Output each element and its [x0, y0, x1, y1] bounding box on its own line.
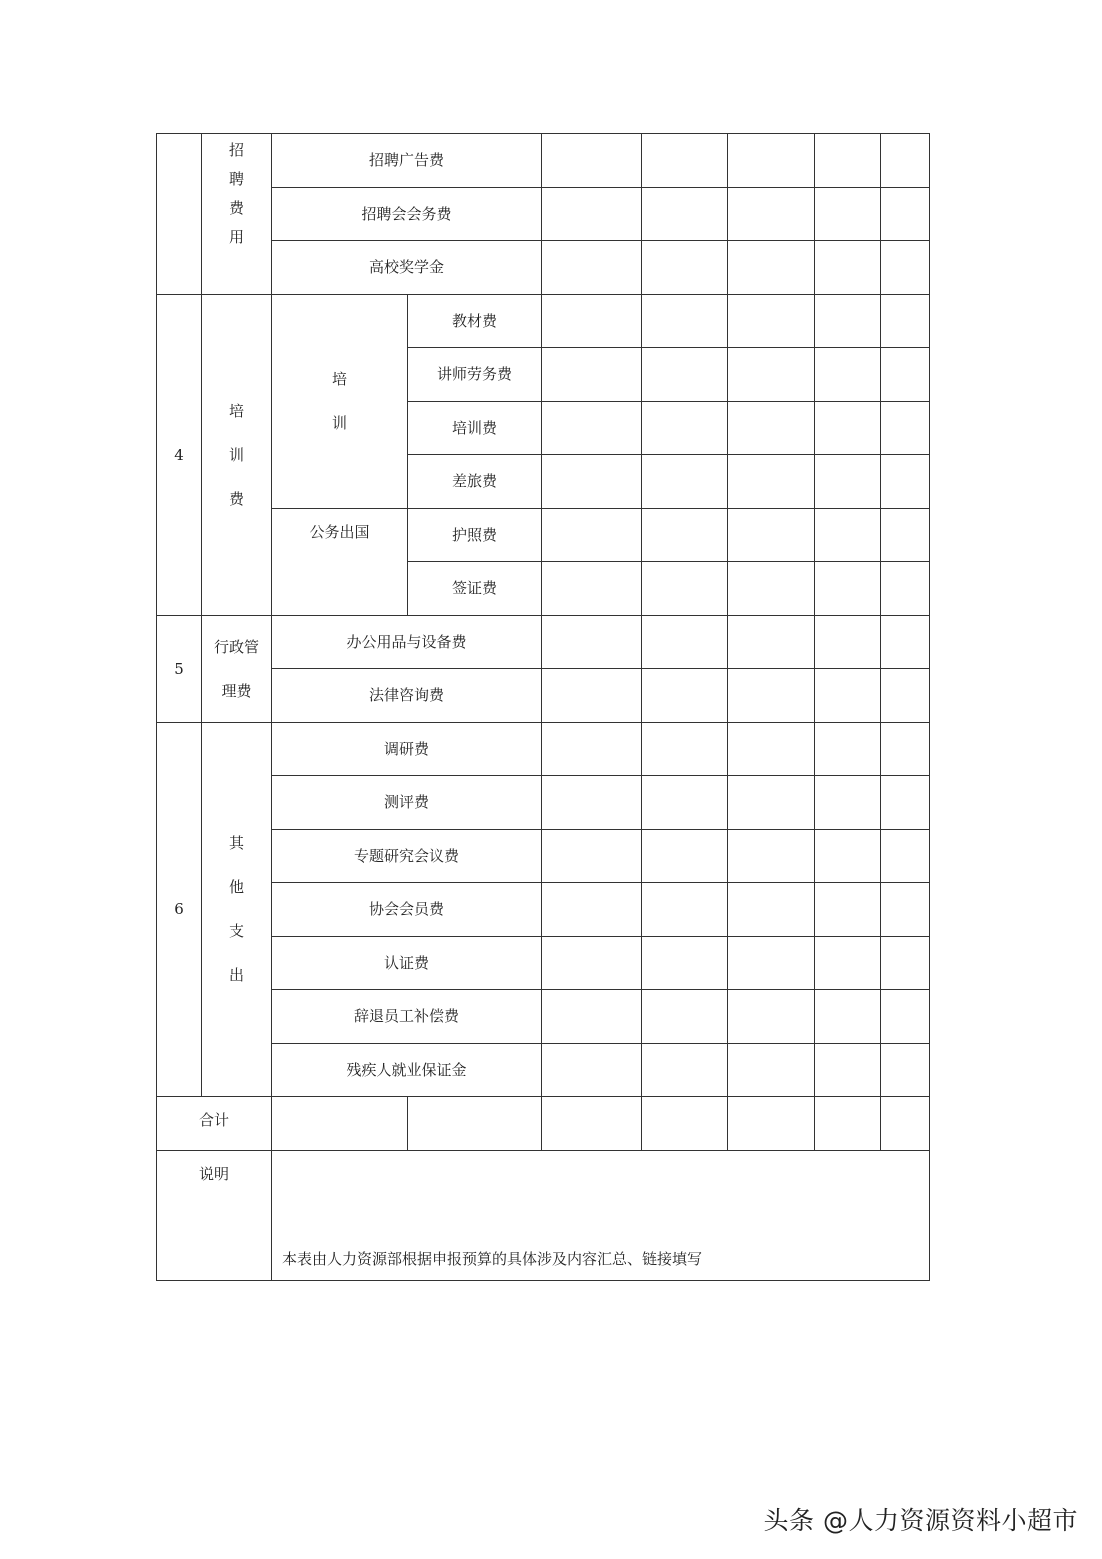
value-cell[interactable]	[881, 562, 930, 616]
value-cell[interactable]	[642, 936, 728, 990]
value-cell[interactable]	[728, 187, 815, 241]
value-cell[interactable]	[815, 294, 881, 348]
item-label: 招聘会会务费	[272, 187, 542, 241]
value-cell[interactable]	[542, 883, 642, 937]
value-cell[interactable]	[881, 776, 930, 830]
table-row	[157, 615, 930, 669]
value-cell[interactable]	[881, 455, 930, 509]
item-label: 护照费	[408, 508, 542, 562]
value-cell[interactable]	[815, 455, 881, 509]
category-training: 培 训 费	[202, 294, 272, 615]
value-cell[interactable]	[815, 241, 881, 295]
note-text: 本表由人力资源部根据申报预算的具体涉及内容汇总、链接填写	[282, 1249, 703, 1268]
value-cell[interactable]	[881, 1043, 930, 1097]
value-cell[interactable]	[642, 883, 728, 937]
row-number-cell: 6	[157, 722, 202, 1097]
value-cell[interactable]	[881, 401, 930, 455]
item-label: 调研费	[272, 722, 542, 776]
item-label: 教材费	[408, 294, 542, 348]
subcategory-training: 培 训	[272, 294, 408, 508]
value-cell[interactable]	[815, 187, 881, 241]
value-cell[interactable]	[642, 776, 728, 830]
note-label: 说明	[157, 1150, 272, 1280]
value-cell[interactable]	[815, 508, 881, 562]
value-cell[interactable]	[728, 722, 815, 776]
total-row	[157, 1097, 930, 1151]
value-cell[interactable]	[542, 990, 642, 1044]
value-cell[interactable]	[728, 829, 815, 883]
value-cell[interactable]	[815, 722, 881, 776]
table-row	[157, 776, 930, 830]
value-cell[interactable]	[542, 134, 642, 188]
value-cell[interactable]	[642, 669, 728, 723]
value-cell[interactable]	[728, 562, 815, 616]
value-cell[interactable]	[542, 294, 642, 348]
value-cell[interactable]	[881, 187, 930, 241]
table-row	[157, 1043, 930, 1097]
value-cell[interactable]	[542, 829, 642, 883]
value-cell[interactable]	[881, 294, 930, 348]
value-cell[interactable]	[728, 1043, 815, 1097]
value-cell[interactable]	[881, 883, 930, 937]
table-row	[157, 936, 930, 990]
value-cell[interactable]	[642, 1097, 728, 1151]
value-cell[interactable]	[642, 562, 728, 616]
value-cell[interactable]	[542, 348, 642, 402]
value-cell[interactable]	[542, 508, 642, 562]
item-label: 差旅费	[408, 455, 542, 509]
value-cell[interactable]	[815, 1043, 881, 1097]
category-other: 其 他 支 出	[202, 722, 272, 1097]
item-label: 法律咨询费	[272, 669, 542, 723]
value-cell[interactable]	[815, 562, 881, 616]
row-number-cell	[157, 134, 202, 295]
table-row	[157, 883, 930, 937]
value-cell[interactable]	[642, 455, 728, 509]
item-label: 协会会员费	[272, 883, 542, 937]
value-cell[interactable]	[815, 669, 881, 723]
value-cell[interactable]	[542, 562, 642, 616]
table-row	[157, 990, 930, 1044]
value-cell[interactable]	[815, 348, 881, 402]
value-cell[interactable]	[542, 187, 642, 241]
value-cell[interactable]	[542, 1097, 642, 1151]
category-admin: 行政管 理费	[202, 615, 272, 722]
value-cell[interactable]	[728, 455, 815, 509]
value-cell[interactable]	[728, 401, 815, 455]
value-cell[interactable]	[542, 401, 642, 455]
table-row	[157, 669, 930, 723]
value-cell[interactable]	[881, 348, 930, 402]
item-label: 讲师劳务费	[408, 348, 542, 402]
value-cell[interactable]	[642, 241, 728, 295]
value-cell[interactable]	[815, 829, 881, 883]
item-label: 培训费	[408, 401, 542, 455]
value-cell[interactable]	[642, 1043, 728, 1097]
value-cell[interactable]	[728, 615, 815, 669]
item-label: 招聘广告费	[272, 134, 542, 188]
value-cell[interactable]	[881, 1097, 930, 1151]
value-cell[interactable]	[642, 829, 728, 883]
value-cell[interactable]	[881, 669, 930, 723]
value-cell[interactable]	[642, 401, 728, 455]
value-cell[interactable]	[642, 134, 728, 188]
value-cell[interactable]	[728, 294, 815, 348]
value-cell[interactable]	[728, 883, 815, 937]
row-number-cell: 5	[157, 615, 202, 722]
value-cell[interactable]	[815, 990, 881, 1044]
value-cell[interactable]	[815, 936, 881, 990]
budget-table	[156, 133, 930, 1281]
value-cell[interactable]	[728, 936, 815, 990]
note-cell	[272, 1150, 930, 1280]
value-cell[interactable]	[881, 508, 930, 562]
value-cell[interactable]	[881, 722, 930, 776]
value-cell[interactable]	[272, 1097, 408, 1151]
value-cell[interactable]	[815, 401, 881, 455]
table-row	[157, 187, 930, 241]
value-cell[interactable]	[642, 294, 728, 348]
value-cell[interactable]	[542, 455, 642, 509]
item-label: 高校奖学金	[272, 241, 542, 295]
value-cell[interactable]	[542, 776, 642, 830]
table-row	[157, 722, 930, 776]
item-label: 测评费	[272, 776, 542, 830]
value-cell[interactable]	[881, 936, 930, 990]
subcategory-overseas: 公务出国	[272, 508, 408, 615]
value-cell[interactable]	[542, 936, 642, 990]
table-row	[157, 241, 930, 295]
table-row	[157, 508, 930, 562]
item-label: 办公用品与设备费	[272, 615, 542, 669]
value-cell[interactable]	[728, 669, 815, 723]
value-cell[interactable]	[815, 883, 881, 937]
value-cell[interactable]	[881, 241, 930, 295]
item-label: 签证费	[408, 562, 542, 616]
value-cell[interactable]	[815, 134, 881, 188]
table-row	[157, 294, 930, 348]
value-cell[interactable]	[815, 776, 881, 830]
value-cell[interactable]	[642, 508, 728, 562]
value-cell[interactable]	[642, 615, 728, 669]
value-cell[interactable]	[881, 134, 930, 188]
value-cell[interactable]	[728, 508, 815, 562]
value-cell[interactable]	[728, 241, 815, 295]
value-cell[interactable]	[728, 134, 815, 188]
value-cell[interactable]	[881, 990, 930, 1044]
value-cell[interactable]	[542, 722, 642, 776]
value-cell[interactable]	[542, 241, 642, 295]
value-cell[interactable]	[881, 829, 930, 883]
value-cell[interactable]	[542, 1043, 642, 1097]
item-label: 残疾人就业保证金	[272, 1043, 542, 1097]
item-label: 认证费	[272, 936, 542, 990]
value-cell[interactable]	[728, 348, 815, 402]
value-cell[interactable]	[815, 615, 881, 669]
value-cell[interactable]	[542, 669, 642, 723]
table-row	[157, 134, 930, 188]
value-cell[interactable]	[728, 990, 815, 1044]
item-label: 专题研究会议费	[272, 829, 542, 883]
value-cell[interactable]	[728, 776, 815, 830]
value-cell[interactable]	[815, 1097, 881, 1151]
value-cell[interactable]	[642, 990, 728, 1044]
value-cell[interactable]	[642, 348, 728, 402]
value-cell[interactable]	[642, 187, 728, 241]
value-cell[interactable]	[881, 615, 930, 669]
total-label: 合计	[157, 1097, 272, 1151]
value-cell[interactable]	[542, 615, 642, 669]
table-row	[157, 829, 930, 883]
watermark: 头条 @人力资源资料小超市	[763, 1506, 1078, 1535]
category-recruit: 招 聘 费 用	[202, 134, 272, 295]
value-cell[interactable]	[728, 1097, 815, 1151]
note-row	[157, 1150, 930, 1280]
row-number-cell: 4	[157, 294, 202, 615]
value-cell[interactable]	[408, 1097, 542, 1151]
item-label: 辞退员工补偿费	[272, 990, 542, 1044]
value-cell[interactable]	[642, 722, 728, 776]
